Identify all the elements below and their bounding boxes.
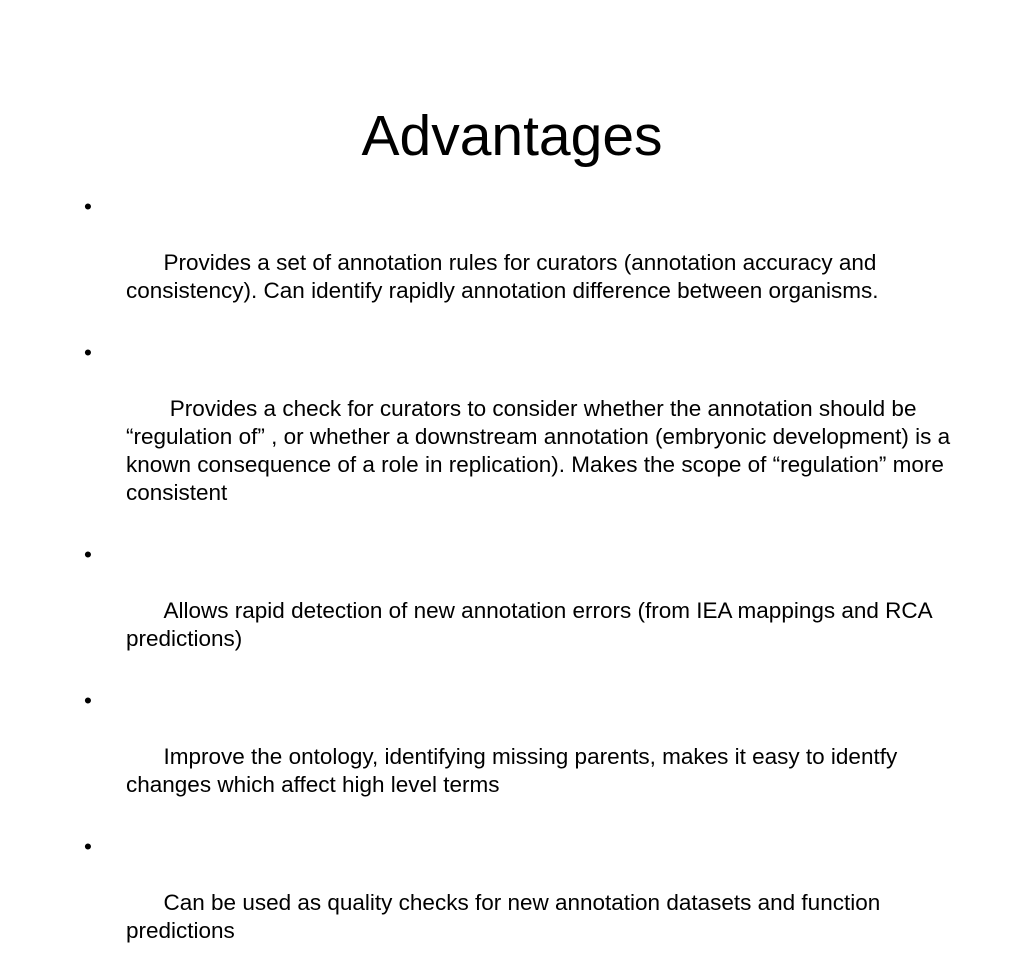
bullet-item <box>84 687 984 827</box>
bullet-icon: • <box>84 688 92 713</box>
bullet-text: Can be used as quality checks for new annotation datasets and function predictions <box>126 890 887 943</box>
bullet-text: Improve the ontology, identifying missing parents, makes it easy to identfy changes which affect high level terms <box>126 744 904 797</box>
slide-title: Advantages <box>361 104 663 168</box>
bullet-icon: • <box>84 834 92 859</box>
bullet-icon: • <box>84 194 92 219</box>
bullet-item <box>84 193 984 333</box>
bullet-item <box>84 339 984 535</box>
bullet-list <box>84 193 984 979</box>
bullet-icon: • <box>84 542 92 567</box>
bullet-text: Provides a set of annotation rules for curators (annotation accuracy and consistency). Can identify rapidly annotation difference between organisms. <box>126 250 883 303</box>
bullet-icon: • <box>84 340 92 365</box>
bullet-text: Allows rapid detection of new annotation errors (from IEA mappings and RCA predictions) <box>126 598 938 651</box>
bullet-text: Provides a check for curators to consider whether the annotation should be “regulation of” , or whether a downstream annotation (embryonic development) is a known consequence of a role in replication). Makes the scope of “regulation” more consistent <box>126 396 957 505</box>
bullet-item <box>84 833 984 973</box>
bullet-item <box>84 541 984 681</box>
